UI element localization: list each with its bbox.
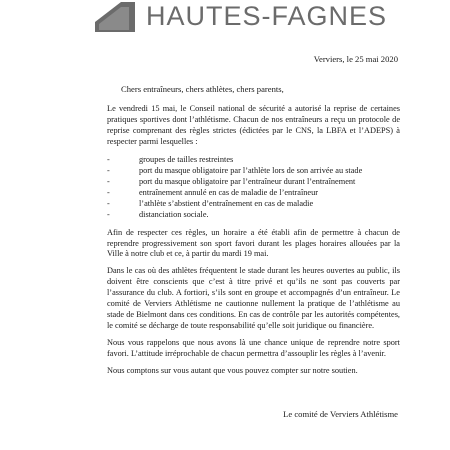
list-item: - entraînement annulé en cas de maladie de l’entraîneur [107,187,400,198]
list-item: - groupes de tailles restreintes [107,154,400,165]
list-item: - distanciation sociale. [107,209,400,220]
brand-name: HAUTES-FAGNES [146,1,388,31]
paragraph-closing: Nous comptons sur vous autant que vous pouvez compter sur notre soutien. [107,365,358,375]
letterhead [0,0,450,40]
letter-body [107,104,400,383]
paragraph-insurance: Dans le cas où des athlètes fréquentent le stade durant les heures ouvertes au public, ils doivent être conscients que c’est à titre privé et qu’ils ne sont pas couverts par l’assurance du club. A fortiori, s’ils sont en groupe et accompagnés d’un entraîneur. Le comité de Verviers Athlétisme ne cautionne nullement la pratique de l’athlétisme au stade de Bielmont dans ces conditions. En cas de contrôle par les autorités compétentes, le comité se décharge de toute responsabilité qu’elle soit juridique ou financière. [107,266,400,330]
paragraph-intro: Le vendredi 15 mai, le Conseil national de sécurité a autorisé la reprise de certaines pratiques sportives dont l’athlétisme. Chacun de nos entraîneurs a reçu un protocole de reprise comprenant des règles strictes (édictées par le CNS, la LBFA et l’ADEPS) à respecter parmi lesquelles : [107,104,400,146]
paragraph-schedule: Afin de respecter ces règles, un horaire a été établi afin de permettre à chacun de reprendre progressivement son sport favori durant les plages horaires allouées par la Ville à notre club et ce, à partir du mardi 19 mai. [107,227,400,259]
list-item: - l’athlète s’abstient d’entraînement en cas de maladie [107,198,400,209]
paragraph-reminder: Nous vous rappelons que nous avons là une chance unique de reprendre notre sport favori. L’attitude irréprochable de chacun permettra d’assouplir les règles à l’avenir. [107,337,400,358]
salutation: Chers entraîneurs, chers athlètes, chers parents, [121,84,284,94]
rules-list [107,154,400,220]
letter-date: Verviers, le 25 mai 2020 [313,54,398,64]
list-item: - port du masque obligatoire par l’entraîneur durant l’entraînement [107,176,400,187]
signature: Le comité de Verviers Athlétisme [283,409,398,419]
list-item: - port du masque obligatoire par l’athlète lors de son arrivée au stade [107,165,400,176]
club-logo-icon [95,0,135,32]
